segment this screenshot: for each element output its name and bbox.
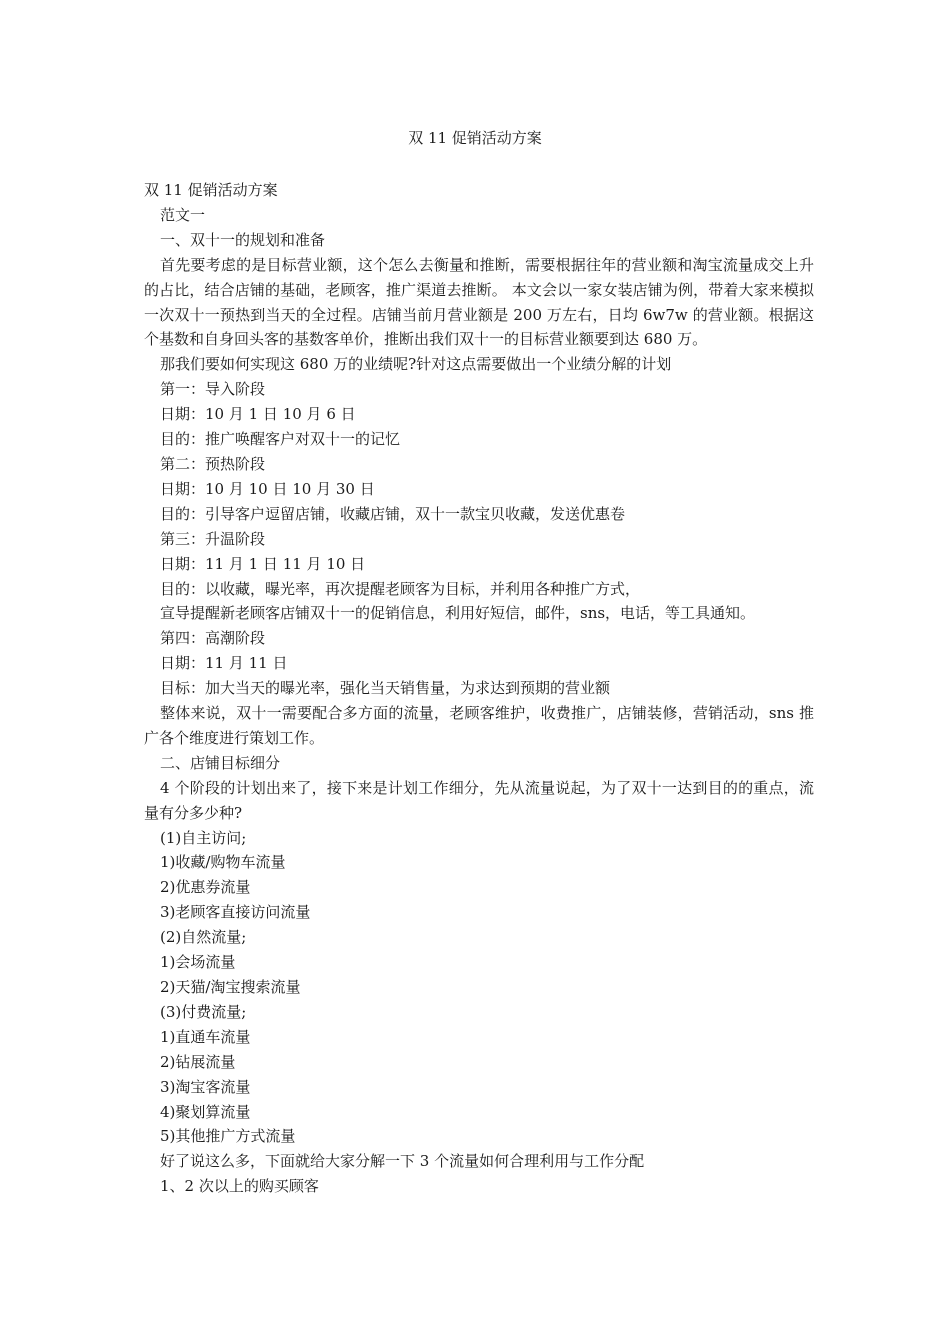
stage-2-goal: 目的：引导客户逗留店铺，收藏店铺，双十一款宝贝收藏，发送优惠卷 bbox=[160, 504, 626, 523]
stage-1-date: 日期：10 月 1 日 10 月 6 日 bbox=[160, 405, 356, 424]
paragraph-closing: 好了说这么多，下面就给大家分解一下 3 个流量如何合理利用与工作分配 bbox=[160, 1152, 645, 1171]
list-item: 2)天猫/淘宝搜索流量 bbox=[160, 978, 301, 996]
list-item: 2)优惠券流量 bbox=[160, 878, 251, 897]
section-heading-targets: 二、店铺目标细分 bbox=[160, 753, 281, 772]
list-item: 3)老顾客直接访问流量 bbox=[160, 903, 311, 922]
stage-3-name: 第三：升温阶段 bbox=[160, 529, 266, 548]
sample-label: 范文一 bbox=[160, 205, 206, 224]
paragraph-performance-plan: 那我们要如何实现这 680 万的业绩呢?针对这点需要做出一个业绩分解的计划 bbox=[160, 355, 672, 374]
stage-3-date: 日期：11 月 1 日 11 月 10 日 bbox=[160, 554, 366, 573]
stage-4-date: 日期：11 月 11 日 bbox=[160, 654, 288, 673]
paragraph-target-revenue: 首先要考虑的是目标营业额，这个怎么去衡量和推断，需要根据往年的营业额和淘宝流量成交上升的占比，结合店铺的基础，老顾客，推广渠道去推断。 本文会以一家女装店铺为例，带着大家来模拟一次双十一预热到当天的全过程。店铺当前月营业额是 200 万左右，日均 6w7w 的营业额。根据这个基数和自身回头客的基数客单价，推断出我们双十一的目标营业额要到达 680 万。 bbox=[144, 255, 814, 349]
document-body bbox=[144, 178, 814, 1199]
list-item: 1)会场流量 bbox=[160, 953, 236, 972]
stage-4-goal: 目标：加大当天的曝光率，强化当天销售量，为求达到预期的营业额 bbox=[160, 679, 611, 698]
stage-1-goal: 目的：推广唤醒客户对双十一的记忆 bbox=[160, 430, 401, 449]
stage-2-name: 第二：预热阶段 bbox=[160, 454, 266, 473]
traffic-group-direct: (1)自主访问; bbox=[160, 828, 247, 847]
list-item: 4)聚划算流量 bbox=[160, 1102, 251, 1121]
paragraph-overall-summary: 整体来说，双十一需要配合多方面的流量，老顾客维护，收费推广，店铺装修，营销活动，sns 推广各个维度进行策划工作。 bbox=[144, 704, 814, 747]
traffic-group-paid: (3)付费流量; bbox=[160, 1002, 247, 1021]
section-heading-planning: 一、双十一的规划和准备 bbox=[160, 230, 326, 249]
stage-1-name: 第一：导入阶段 bbox=[160, 380, 266, 399]
traffic-group-natural: (2)自然流量; bbox=[160, 928, 247, 947]
stage-4-name: 第四：高潮阶段 bbox=[160, 629, 266, 648]
paragraph-traffic-intro: 4 个阶段的计划出来了，接下来是计划工作细分，先从流量说起，为了双十一达到目的的重点，流量有分多少种? bbox=[144, 778, 814, 822]
body-heading: 双 11 促销活动方案 bbox=[144, 181, 278, 199]
list-item: 5)其他推广方式流量 bbox=[160, 1127, 296, 1146]
stage-3-extra: 宣导提醒新老顾客店铺双十一的促销信息，利用好短信，邮件，sns，电话，等工具通知。 bbox=[160, 604, 756, 623]
list-item: 1)直通车流量 bbox=[160, 1027, 251, 1046]
stage-2-date: 日期：10 月 10 日 10 月 30 日 bbox=[160, 479, 375, 498]
list-item: 2)钻展流量 bbox=[160, 1052, 236, 1071]
document-title: 双 11 促销活动方案 bbox=[408, 129, 542, 147]
list-item-repeat-buyers: 1、2 次以上的购买顾客 bbox=[160, 1177, 319, 1196]
list-item: 1)收藏/购物车流量 bbox=[160, 853, 286, 872]
stage-3-goal: 目的：以收藏，曝光率，再次提醒老顾客为目标，并利用各种推广方式， bbox=[160, 579, 641, 598]
list-item: 3)淘宝客流量 bbox=[160, 1077, 251, 1096]
